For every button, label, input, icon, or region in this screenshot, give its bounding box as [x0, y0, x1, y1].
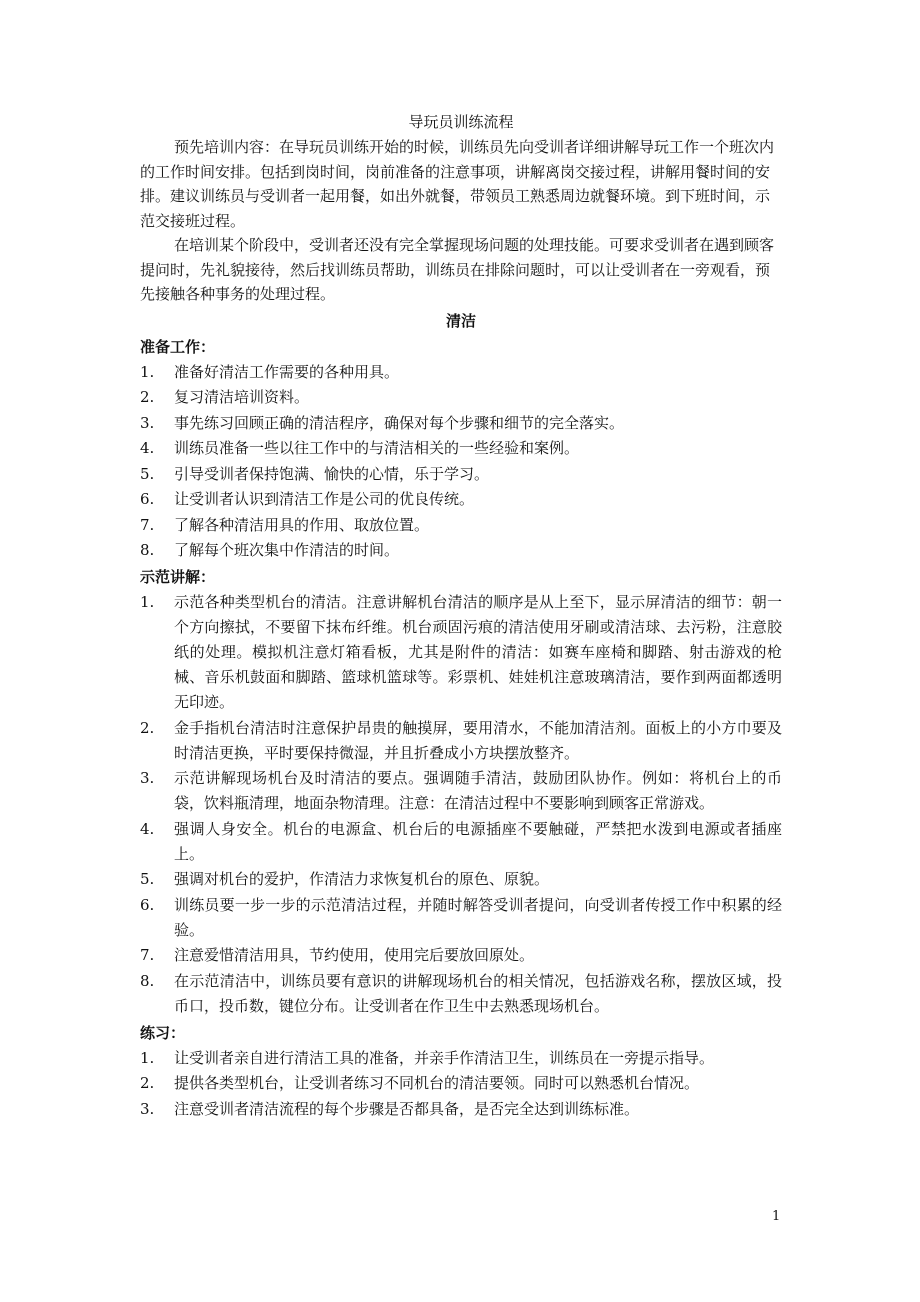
page-number: 1 [772, 1209, 781, 1224]
list-item [140, 487, 782, 512]
list-item-number: 2. [140, 388, 155, 406]
list-item-number: 1. [140, 362, 155, 381]
list-item-number: 4. [140, 819, 155, 838]
demonstration-list [140, 590, 782, 1019]
list-item-number: 2. [140, 1074, 155, 1092]
list-item-text: 金手指机台清洁时注意保护昂贵的触摸屏，要用清水，不能加清洁剂。面板上的小方巾要及时清洁更换，平时要保持微湿，并且折叠成小方块摆放整齐。 [174, 718, 782, 762]
preparation-list [140, 360, 782, 564]
section-title-cleaning: 清洁 [445, 311, 476, 330]
intro-paragraph-2: 在培训某个阶段中，受训者还没有完全掌握现场问题的处理技能。可要求受训者在遇到顾客提问时，先礼貌接待，然后找训练员帮助，训练员在排除问题时，可以让受训者在一旁观看，预先接触各种事务的处理过程。 [140, 236, 775, 303]
list-item [140, 436, 782, 461]
list-item-text: 了解每个班次集中作清洁的时间。 [174, 541, 400, 559]
list-item [140, 817, 782, 867]
list-item-text: 示范各种类型机台的清洁。注意讲解机台清洁的顺序是从上至下，显示屏清洁的细节：朝一个方向擦拭，不要留下抹布纤维。机台顽固污痕的清洁使用牙刷或清洁球、去污粉，注意胶纸的处理。模拟机注意灯箱看板，尤其是附件的清洁：如赛车座椅和脚踏、射击游戏的枪械、音乐机鼓面和脚踏、篮球机篮球等。彩票机、娃娃机注意玻璃清洁，要作到两面都透明无印迹。 [174, 593, 782, 711]
list-item [140, 462, 782, 487]
intro-paragraph-1: 预先培训内容：在导玩员训练开始的时候，训练员先向受训者详细讲解导玩工作一个班次内的工作时间安排。包括到岗时间，岗前准备的注意事项，讲解离岗交接过程，讲解用餐时间的安排。建议训练员与受训者一起用餐，如出外就餐，带领员工熟悉周边就餐环境。到下班时间，示范交接班过程。 [140, 138, 775, 230]
list-item-text: 让受训者亲自进行清洁工具的准备，并亲手作清洁卫生，训练员在一旁提示指导。 [174, 1048, 715, 1067]
list-item [140, 893, 782, 943]
list-item-text: 注意受训者清洁流程的每个步骤是否都具备，是否完全达到训练标准。 [174, 1099, 640, 1118]
list-item-text: 强调对机台的爱护，作清洁力求恢复机台的原色、原貌。 [174, 870, 550, 888]
list-item-number: 3. [140, 769, 155, 787]
list-item-number: 7. [140, 946, 155, 964]
list-item [140, 1046, 782, 1071]
subsection-heading-preparation: 准备工作： [140, 337, 216, 356]
list-item [140, 943, 782, 968]
list-item-text: 事先练习回顾正确的清洁程序，确保对每个步骤和细节的完全落实。 [174, 413, 625, 432]
list-item-text: 训练员要一步一步的示范清洁过程，并随时解答受训者提问，向受训者传授工作中积累的经验。 [174, 895, 782, 939]
list-item [140, 385, 782, 410]
list-item-number: 7. [140, 515, 155, 534]
list-item-number: 8. [140, 971, 155, 990]
list-item-number: 1. [140, 1048, 155, 1067]
list-item-number: 4. [140, 439, 155, 457]
practice-list [140, 1046, 782, 1122]
list-item-text: 训练员准备一些以往工作中的与清洁相关的一些经验和案例。 [174, 439, 580, 457]
list-item [140, 1071, 782, 1096]
list-item-text: 强调人身安全。机台的电源盒、机台后的电源插座不要触碰，严禁把水泼到电源或者插座上。 [174, 819, 782, 863]
list-item [140, 360, 782, 385]
list-item-number: 6. [140, 490, 155, 508]
document-body [140, 111, 782, 1122]
list-item-number: 2. [140, 718, 155, 737]
list-item-text: 引导受训者保持饱满、愉快的心情，乐于学习。 [174, 464, 490, 483]
list-item-text: 提供各类型机台，让受训者练习不同机台的清洁要领。同时可以熟悉机台情况。 [174, 1074, 700, 1092]
subsection-heading-demonstration: 示范讲解： [140, 568, 216, 586]
list-item-text: 准备好清洁工作需要的各种用具。 [174, 362, 400, 381]
list-item-number: 8. [140, 541, 155, 559]
list-item-number: 5. [140, 464, 155, 483]
list-item [140, 538, 782, 563]
list-item [140, 969, 782, 1019]
list-item-number: 1. [140, 593, 155, 611]
list-item [140, 1097, 782, 1122]
list-item-text: 了解各种清洁用具的作用、取放位置。 [174, 515, 430, 534]
list-item [140, 716, 782, 766]
list-item-number: 5. [140, 870, 155, 888]
list-item-number: 6. [140, 895, 155, 914]
list-item [140, 867, 782, 892]
list-item-text: 让受训者认识到清洁工作是公司的优良传统。 [174, 490, 475, 508]
subsection-heading-practice: 练习： [140, 1023, 186, 1042]
list-item-text: 在示范清洁中，训练员要有意识的讲解现场机台的相关情况，包括游戏名称，摆放区域，投币口，投币数，键位分布。让受训者在作卫生中去熟悉现场机台。 [174, 971, 782, 1015]
list-item-text: 注意爱惜清洁用具，节约使用，使用完后要放回原处。 [174, 946, 535, 964]
list-item [140, 513, 782, 538]
document-title: 导玩员训练流程 [408, 113, 514, 131]
list-item-number: 3. [140, 1099, 155, 1118]
list-item [140, 411, 782, 436]
list-item [140, 590, 782, 715]
list-item-number: 3. [140, 413, 155, 432]
list-item [140, 766, 782, 816]
list-item-text: 示范讲解现场机台及时清洁的要点。强调随手清洁，鼓励团队协作。例如：将机台上的币袋，饮料瓶清理，地面杂物清理。注意：在清洁过程中不要影响到顾客正常游戏。 [174, 769, 782, 812]
list-item-text: 复习清洁培训资料。 [174, 388, 310, 406]
